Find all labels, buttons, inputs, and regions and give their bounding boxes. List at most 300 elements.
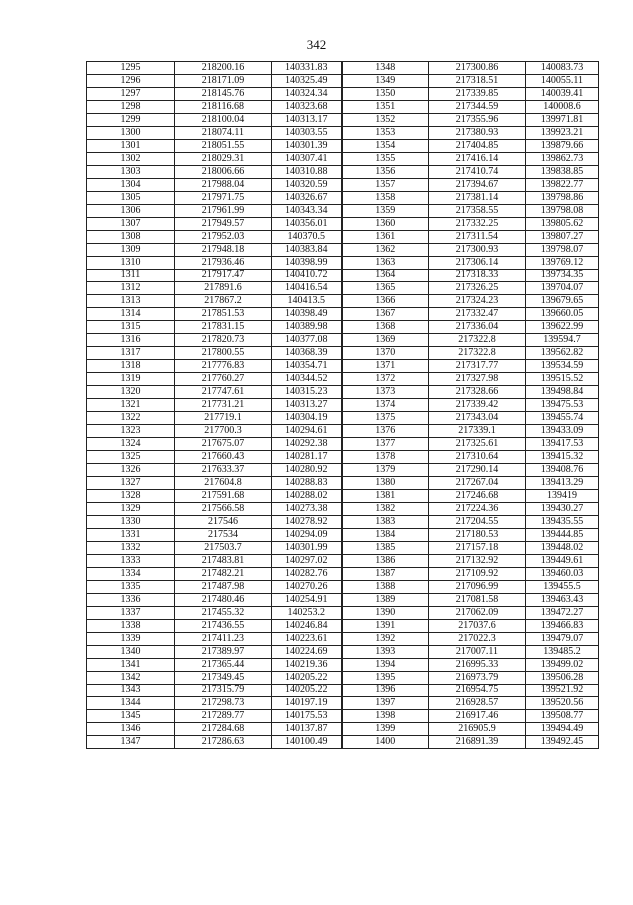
cell-x-coordinate: 217081.58 <box>429 593 526 606</box>
cell-x-coordinate: 217327.98 <box>429 373 526 386</box>
cell-x-coordinate: 217332.25 <box>429 217 526 230</box>
cell-x-coordinate: 217343.04 <box>429 412 526 425</box>
cell-point-number: 1377 <box>342 438 429 451</box>
cell-y-coordinate: 140416.54 <box>272 282 342 295</box>
table-row <box>87 502 599 515</box>
cell-point-number: 1322 <box>87 412 175 425</box>
cell-y-coordinate: 139769.12 <box>526 256 599 269</box>
cell-y-coordinate: 139435.55 <box>526 515 599 528</box>
cell-point-number: 1328 <box>87 489 175 502</box>
cell-y-coordinate: 139485.2 <box>526 645 599 658</box>
cell-point-number: 1363 <box>342 256 429 269</box>
cell-point-number: 1350 <box>342 87 429 100</box>
cell-point-number: 1379 <box>342 464 429 477</box>
cell-x-coordinate: 217867.2 <box>175 295 272 308</box>
cell-y-coordinate: 139805.62 <box>526 217 599 230</box>
cell-point-number: 1349 <box>342 74 429 87</box>
cell-x-coordinate: 217604.8 <box>175 477 272 490</box>
cell-x-coordinate: 217971.75 <box>175 191 272 204</box>
cell-x-coordinate: 217318.51 <box>429 74 526 87</box>
cell-point-number: 1326 <box>87 464 175 477</box>
cell-x-coordinate: 217325.61 <box>429 438 526 451</box>
table-row <box>87 334 599 347</box>
cell-y-coordinate: 140368.39 <box>272 347 342 360</box>
cell-y-coordinate: 139734.35 <box>526 269 599 282</box>
cell-point-number: 1354 <box>342 139 429 152</box>
cell-y-coordinate: 140273.38 <box>272 502 342 515</box>
cell-x-coordinate: 217380.93 <box>429 126 526 139</box>
cell-y-coordinate: 140383.84 <box>272 243 342 256</box>
cell-point-number: 1374 <box>342 399 429 412</box>
cell-x-coordinate: 217096.99 <box>429 580 526 593</box>
cell-point-number: 1307 <box>87 217 175 230</box>
cell-y-coordinate: 140344.52 <box>272 373 342 386</box>
cell-point-number: 1325 <box>87 451 175 464</box>
cell-y-coordinate: 139448.02 <box>526 541 599 554</box>
cell-point-number: 1398 <box>342 710 429 723</box>
cell-y-coordinate: 140303.55 <box>272 126 342 139</box>
table-row <box>87 87 599 100</box>
cell-x-coordinate: 217747.61 <box>175 386 272 399</box>
cell-y-coordinate: 139417.53 <box>526 438 599 451</box>
cell-x-coordinate: 217328.66 <box>429 386 526 399</box>
cell-point-number: 1364 <box>342 269 429 282</box>
table-row <box>87 165 599 178</box>
cell-y-coordinate: 140137.87 <box>272 723 342 736</box>
cell-point-number: 1319 <box>87 373 175 386</box>
cell-point-number: 1368 <box>342 321 429 334</box>
cell-point-number: 1373 <box>342 386 429 399</box>
cell-point-number: 1400 <box>342 736 429 749</box>
cell-x-coordinate: 217700.3 <box>175 425 272 438</box>
cell-y-coordinate: 140413.5 <box>272 295 342 308</box>
table-row <box>87 347 599 360</box>
cell-x-coordinate: 218145.76 <box>175 87 272 100</box>
cell-x-coordinate: 217062.09 <box>429 606 526 619</box>
cell-y-coordinate: 139562.82 <box>526 347 599 360</box>
cell-point-number: 1396 <box>342 684 429 697</box>
coordinates-table-body <box>87 62 599 749</box>
table-row <box>87 645 599 658</box>
cell-point-number: 1329 <box>87 502 175 515</box>
cell-y-coordinate: 140197.19 <box>272 697 342 710</box>
cell-point-number: 1317 <box>87 347 175 360</box>
cell-point-number: 1303 <box>87 165 175 178</box>
cell-point-number: 1393 <box>342 645 429 658</box>
cell-x-coordinate: 217358.55 <box>429 204 526 217</box>
cell-point-number: 1312 <box>87 282 175 295</box>
table-row <box>87 567 599 580</box>
cell-x-coordinate: 217365.44 <box>175 658 272 671</box>
cell-y-coordinate: 140320.59 <box>272 178 342 191</box>
cell-point-number: 1381 <box>342 489 429 502</box>
cell-point-number: 1296 <box>87 74 175 87</box>
table-row <box>87 321 599 334</box>
cell-y-coordinate: 140354.71 <box>272 360 342 373</box>
cell-point-number: 1297 <box>87 87 175 100</box>
cell-point-number: 1304 <box>87 178 175 191</box>
cell-point-number: 1378 <box>342 451 429 464</box>
cell-x-coordinate: 217948.18 <box>175 243 272 256</box>
cell-x-coordinate: 217546 <box>175 515 272 528</box>
table-row <box>87 710 599 723</box>
table-row <box>87 360 599 373</box>
cell-point-number: 1353 <box>342 126 429 139</box>
cell-point-number: 1345 <box>87 710 175 723</box>
cell-x-coordinate: 217731.21 <box>175 399 272 412</box>
table-row <box>87 204 599 217</box>
cell-y-coordinate: 140324.34 <box>272 87 342 100</box>
cell-x-coordinate: 217936.46 <box>175 256 272 269</box>
cell-point-number: 1331 <box>87 528 175 541</box>
cell-x-coordinate: 217961.99 <box>175 204 272 217</box>
cell-y-coordinate: 140331.83 <box>272 62 342 75</box>
cell-y-coordinate: 139534.59 <box>526 360 599 373</box>
cell-y-coordinate: 140294.09 <box>272 528 342 541</box>
cell-y-coordinate: 139498.84 <box>526 386 599 399</box>
cell-point-number: 1311 <box>87 269 175 282</box>
cell-point-number: 1309 <box>87 243 175 256</box>
table-row <box>87 451 599 464</box>
cell-y-coordinate: 139479.07 <box>526 632 599 645</box>
cell-x-coordinate: 217311.54 <box>429 230 526 243</box>
cell-x-coordinate: 217483.81 <box>175 554 272 567</box>
cell-x-coordinate: 217300.86 <box>429 62 526 75</box>
table-row <box>87 606 599 619</box>
cell-point-number: 1347 <box>87 736 175 749</box>
cell-point-number: 1337 <box>87 606 175 619</box>
cell-y-coordinate: 139449.61 <box>526 554 599 567</box>
cell-y-coordinate: 140323.68 <box>272 100 342 113</box>
cell-y-coordinate: 139506.28 <box>526 671 599 684</box>
cell-y-coordinate: 139704.07 <box>526 282 599 295</box>
cell-point-number: 1308 <box>87 230 175 243</box>
cell-point-number: 1299 <box>87 113 175 126</box>
table-row <box>87 697 599 710</box>
cell-point-number: 1382 <box>342 502 429 515</box>
cell-y-coordinate: 139494.49 <box>526 723 599 736</box>
cell-y-coordinate: 140297.02 <box>272 554 342 567</box>
cell-x-coordinate: 217404.85 <box>429 139 526 152</box>
cell-x-coordinate: 217675.07 <box>175 438 272 451</box>
table-row <box>87 619 599 632</box>
cell-x-coordinate: 217007.11 <box>429 645 526 658</box>
cell-y-coordinate: 140398.49 <box>272 308 342 321</box>
cell-y-coordinate: 140008.6 <box>526 100 599 113</box>
cell-y-coordinate: 139862.73 <box>526 152 599 165</box>
cell-y-coordinate: 139822.77 <box>526 178 599 191</box>
cell-point-number: 1370 <box>342 347 429 360</box>
cell-y-coordinate: 139798.08 <box>526 204 599 217</box>
cell-x-coordinate: 217332.47 <box>429 308 526 321</box>
cell-x-coordinate: 217315.79 <box>175 684 272 697</box>
cell-x-coordinate: 217180.53 <box>429 528 526 541</box>
cell-y-coordinate: 139466.83 <box>526 619 599 632</box>
cell-x-coordinate: 217336.04 <box>429 321 526 334</box>
cell-y-coordinate: 140288.02 <box>272 489 342 502</box>
table-row <box>87 217 599 230</box>
cell-x-coordinate: 217482.21 <box>175 567 272 580</box>
cell-x-coordinate: 217436.55 <box>175 619 272 632</box>
cell-point-number: 1389 <box>342 593 429 606</box>
cell-x-coordinate: 218074.11 <box>175 126 272 139</box>
cell-point-number: 1313 <box>87 295 175 308</box>
cell-point-number: 1386 <box>342 554 429 567</box>
cell-x-coordinate: 217719.1 <box>175 412 272 425</box>
cell-point-number: 1388 <box>342 580 429 593</box>
cell-point-number: 1390 <box>342 606 429 619</box>
cell-x-coordinate: 217339.42 <box>429 399 526 412</box>
cell-y-coordinate: 140389.98 <box>272 321 342 334</box>
cell-x-coordinate: 217326.25 <box>429 282 526 295</box>
table-row <box>87 126 599 139</box>
cell-x-coordinate: 217831.15 <box>175 321 272 334</box>
cell-y-coordinate: 140282.76 <box>272 567 342 580</box>
cell-x-coordinate: 217339.1 <box>429 425 526 438</box>
cell-y-coordinate: 139455.74 <box>526 412 599 425</box>
cell-x-coordinate: 216954.75 <box>429 684 526 697</box>
cell-y-coordinate: 140304.19 <box>272 412 342 425</box>
cell-y-coordinate: 139807.27 <box>526 230 599 243</box>
cell-point-number: 1361 <box>342 230 429 243</box>
cell-x-coordinate: 218006.66 <box>175 165 272 178</box>
table-row <box>87 593 599 606</box>
cell-point-number: 1372 <box>342 373 429 386</box>
cell-y-coordinate: 139521.92 <box>526 684 599 697</box>
cell-point-number: 1356 <box>342 165 429 178</box>
cell-x-coordinate: 217022.3 <box>429 632 526 645</box>
cell-y-coordinate: 140281.17 <box>272 451 342 464</box>
cell-point-number: 1376 <box>342 425 429 438</box>
cell-y-coordinate: 140278.92 <box>272 515 342 528</box>
cell-point-number: 1352 <box>342 113 429 126</box>
table-row <box>87 580 599 593</box>
cell-x-coordinate: 217289.77 <box>175 710 272 723</box>
table-row <box>87 282 599 295</box>
cell-x-coordinate: 217290.14 <box>429 464 526 477</box>
table-row <box>87 736 599 749</box>
cell-x-coordinate: 217267.04 <box>429 477 526 490</box>
cell-y-coordinate: 139419 <box>526 489 599 502</box>
table-row <box>87 477 599 490</box>
cell-point-number: 1385 <box>342 541 429 554</box>
cell-x-coordinate: 217503.7 <box>175 541 272 554</box>
cell-x-coordinate: 217851.53 <box>175 308 272 321</box>
cell-point-number: 1339 <box>87 632 175 645</box>
cell-point-number: 1397 <box>342 697 429 710</box>
cell-x-coordinate: 217952.03 <box>175 230 272 243</box>
cell-point-number: 1324 <box>87 438 175 451</box>
cell-y-coordinate: 139430.27 <box>526 502 599 515</box>
cell-y-coordinate: 139475.53 <box>526 399 599 412</box>
cell-point-number: 1306 <box>87 204 175 217</box>
cell-point-number: 1359 <box>342 204 429 217</box>
table-row <box>87 425 599 438</box>
cell-y-coordinate: 140246.84 <box>272 619 342 632</box>
cell-y-coordinate: 140055.11 <box>526 74 599 87</box>
cell-x-coordinate: 217591.68 <box>175 489 272 502</box>
cell-point-number: 1318 <box>87 360 175 373</box>
cell-y-coordinate: 140205.22 <box>272 684 342 697</box>
cell-y-coordinate: 139460.03 <box>526 567 599 580</box>
cell-x-coordinate: 217298.73 <box>175 697 272 710</box>
cell-point-number: 1346 <box>87 723 175 736</box>
cell-point-number: 1298 <box>87 100 175 113</box>
page-number: 342 <box>306 37 327 52</box>
cell-x-coordinate: 217633.37 <box>175 464 272 477</box>
cell-point-number: 1333 <box>87 554 175 567</box>
cell-x-coordinate: 217660.43 <box>175 451 272 464</box>
cell-y-coordinate: 139879.66 <box>526 139 599 152</box>
table-row <box>87 243 599 256</box>
cell-x-coordinate: 217891.6 <box>175 282 272 295</box>
cell-point-number: 1348 <box>342 62 429 75</box>
cell-x-coordinate: 217381.14 <box>429 191 526 204</box>
cell-x-coordinate: 217800.55 <box>175 347 272 360</box>
cell-point-number: 1342 <box>87 671 175 684</box>
cell-x-coordinate: 217917.47 <box>175 269 272 282</box>
cell-x-coordinate: 217286.63 <box>175 736 272 749</box>
table-row <box>87 139 599 152</box>
cell-x-coordinate: 218200.16 <box>175 62 272 75</box>
table-row <box>87 554 599 567</box>
cell-x-coordinate: 216995.33 <box>429 658 526 671</box>
cell-y-coordinate: 139455.5 <box>526 580 599 593</box>
cell-y-coordinate: 140313.17 <box>272 113 342 126</box>
table-row <box>87 412 599 425</box>
table-row <box>87 62 599 75</box>
table-row <box>87 113 599 126</box>
cell-x-coordinate: 218051.55 <box>175 139 272 152</box>
cell-point-number: 1341 <box>87 658 175 671</box>
table-row <box>87 489 599 502</box>
cell-y-coordinate: 140175.53 <box>272 710 342 723</box>
cell-y-coordinate: 139622.99 <box>526 321 599 334</box>
cell-x-coordinate: 217324.23 <box>429 295 526 308</box>
cell-x-coordinate: 217394.67 <box>429 178 526 191</box>
cell-point-number: 1369 <box>342 334 429 347</box>
cell-y-coordinate: 140083.73 <box>526 62 599 75</box>
cell-x-coordinate: 216905.9 <box>429 723 526 736</box>
cell-point-number: 1351 <box>342 100 429 113</box>
cell-point-number: 1334 <box>87 567 175 580</box>
cell-point-number: 1320 <box>87 386 175 399</box>
table-row <box>87 438 599 451</box>
cell-x-coordinate: 216891.39 <box>429 736 526 749</box>
cell-y-coordinate: 140356.01 <box>272 217 342 230</box>
cell-y-coordinate: 140301.99 <box>272 541 342 554</box>
cell-point-number: 1343 <box>87 684 175 697</box>
cell-point-number: 1335 <box>87 580 175 593</box>
cell-x-coordinate: 218100.04 <box>175 113 272 126</box>
cell-y-coordinate: 140398.99 <box>272 256 342 269</box>
cell-y-coordinate: 140205.22 <box>272 671 342 684</box>
cell-point-number: 1315 <box>87 321 175 334</box>
cell-x-coordinate: 217310.64 <box>429 451 526 464</box>
table-row <box>87 152 599 165</box>
cell-x-coordinate: 217487.98 <box>175 580 272 593</box>
cell-x-coordinate: 218116.68 <box>175 100 272 113</box>
cell-point-number: 1367 <box>342 308 429 321</box>
cell-y-coordinate: 140292.38 <box>272 438 342 451</box>
cell-x-coordinate: 216973.79 <box>429 671 526 684</box>
cell-y-coordinate: 139520.56 <box>526 697 599 710</box>
cell-point-number: 1395 <box>342 671 429 684</box>
cell-x-coordinate: 216928.57 <box>429 697 526 710</box>
cell-x-coordinate: 217204.55 <box>429 515 526 528</box>
cell-y-coordinate: 140224.69 <box>272 645 342 658</box>
table-row <box>87 541 599 554</box>
cell-y-coordinate: 140377.08 <box>272 334 342 347</box>
cell-point-number: 1302 <box>87 152 175 165</box>
cell-point-number: 1355 <box>342 152 429 165</box>
cell-x-coordinate: 216917.46 <box>429 710 526 723</box>
coordinates-table <box>86 61 599 749</box>
cell-x-coordinate: 217339.85 <box>429 87 526 100</box>
cell-point-number: 1384 <box>342 528 429 541</box>
table-row <box>87 308 599 321</box>
table-row <box>87 671 599 684</box>
table-row <box>87 295 599 308</box>
cell-point-number: 1332 <box>87 541 175 554</box>
cell-point-number: 1362 <box>342 243 429 256</box>
table-row <box>87 515 599 528</box>
cell-x-coordinate: 217344.59 <box>429 100 526 113</box>
cell-x-coordinate: 217411.23 <box>175 632 272 645</box>
cell-x-coordinate: 217760.27 <box>175 373 272 386</box>
table-row <box>87 528 599 541</box>
cell-x-coordinate: 217109.92 <box>429 567 526 580</box>
cell-y-coordinate: 140254.91 <box>272 593 342 606</box>
cell-x-coordinate: 217349.45 <box>175 671 272 684</box>
table-row <box>87 178 599 191</box>
cell-point-number: 1301 <box>87 139 175 152</box>
cell-y-coordinate: 140343.34 <box>272 204 342 217</box>
cell-y-coordinate: 139798.07 <box>526 243 599 256</box>
cell-point-number: 1344 <box>87 697 175 710</box>
cell-x-coordinate: 217389.97 <box>175 645 272 658</box>
cell-point-number: 1305 <box>87 191 175 204</box>
cell-x-coordinate: 217355.96 <box>429 113 526 126</box>
cell-y-coordinate: 140288.83 <box>272 477 342 490</box>
cell-y-coordinate: 139798.86 <box>526 191 599 204</box>
table-row <box>87 399 599 412</box>
cell-x-coordinate: 217949.57 <box>175 217 272 230</box>
cell-y-coordinate: 139838.85 <box>526 165 599 178</box>
cell-point-number: 1295 <box>87 62 175 75</box>
table-row <box>87 373 599 386</box>
cell-y-coordinate: 140270.26 <box>272 580 342 593</box>
cell-x-coordinate: 218171.09 <box>175 74 272 87</box>
cell-y-coordinate: 140325.49 <box>272 74 342 87</box>
cell-point-number: 1310 <box>87 256 175 269</box>
cell-point-number: 1338 <box>87 619 175 632</box>
table-row <box>87 191 599 204</box>
cell-y-coordinate: 140326.67 <box>272 191 342 204</box>
cell-x-coordinate: 217455.32 <box>175 606 272 619</box>
cell-point-number: 1327 <box>87 477 175 490</box>
cell-x-coordinate: 217284.68 <box>175 723 272 736</box>
cell-y-coordinate: 139508.77 <box>526 710 599 723</box>
cell-x-coordinate: 217306.14 <box>429 256 526 269</box>
cell-x-coordinate: 217157.18 <box>429 541 526 554</box>
cell-y-coordinate: 140307.41 <box>272 152 342 165</box>
cell-point-number: 1392 <box>342 632 429 645</box>
table-row <box>87 74 599 87</box>
cell-x-coordinate: 217480.46 <box>175 593 272 606</box>
cell-y-coordinate: 140313.27 <box>272 399 342 412</box>
cell-point-number: 1336 <box>87 593 175 606</box>
